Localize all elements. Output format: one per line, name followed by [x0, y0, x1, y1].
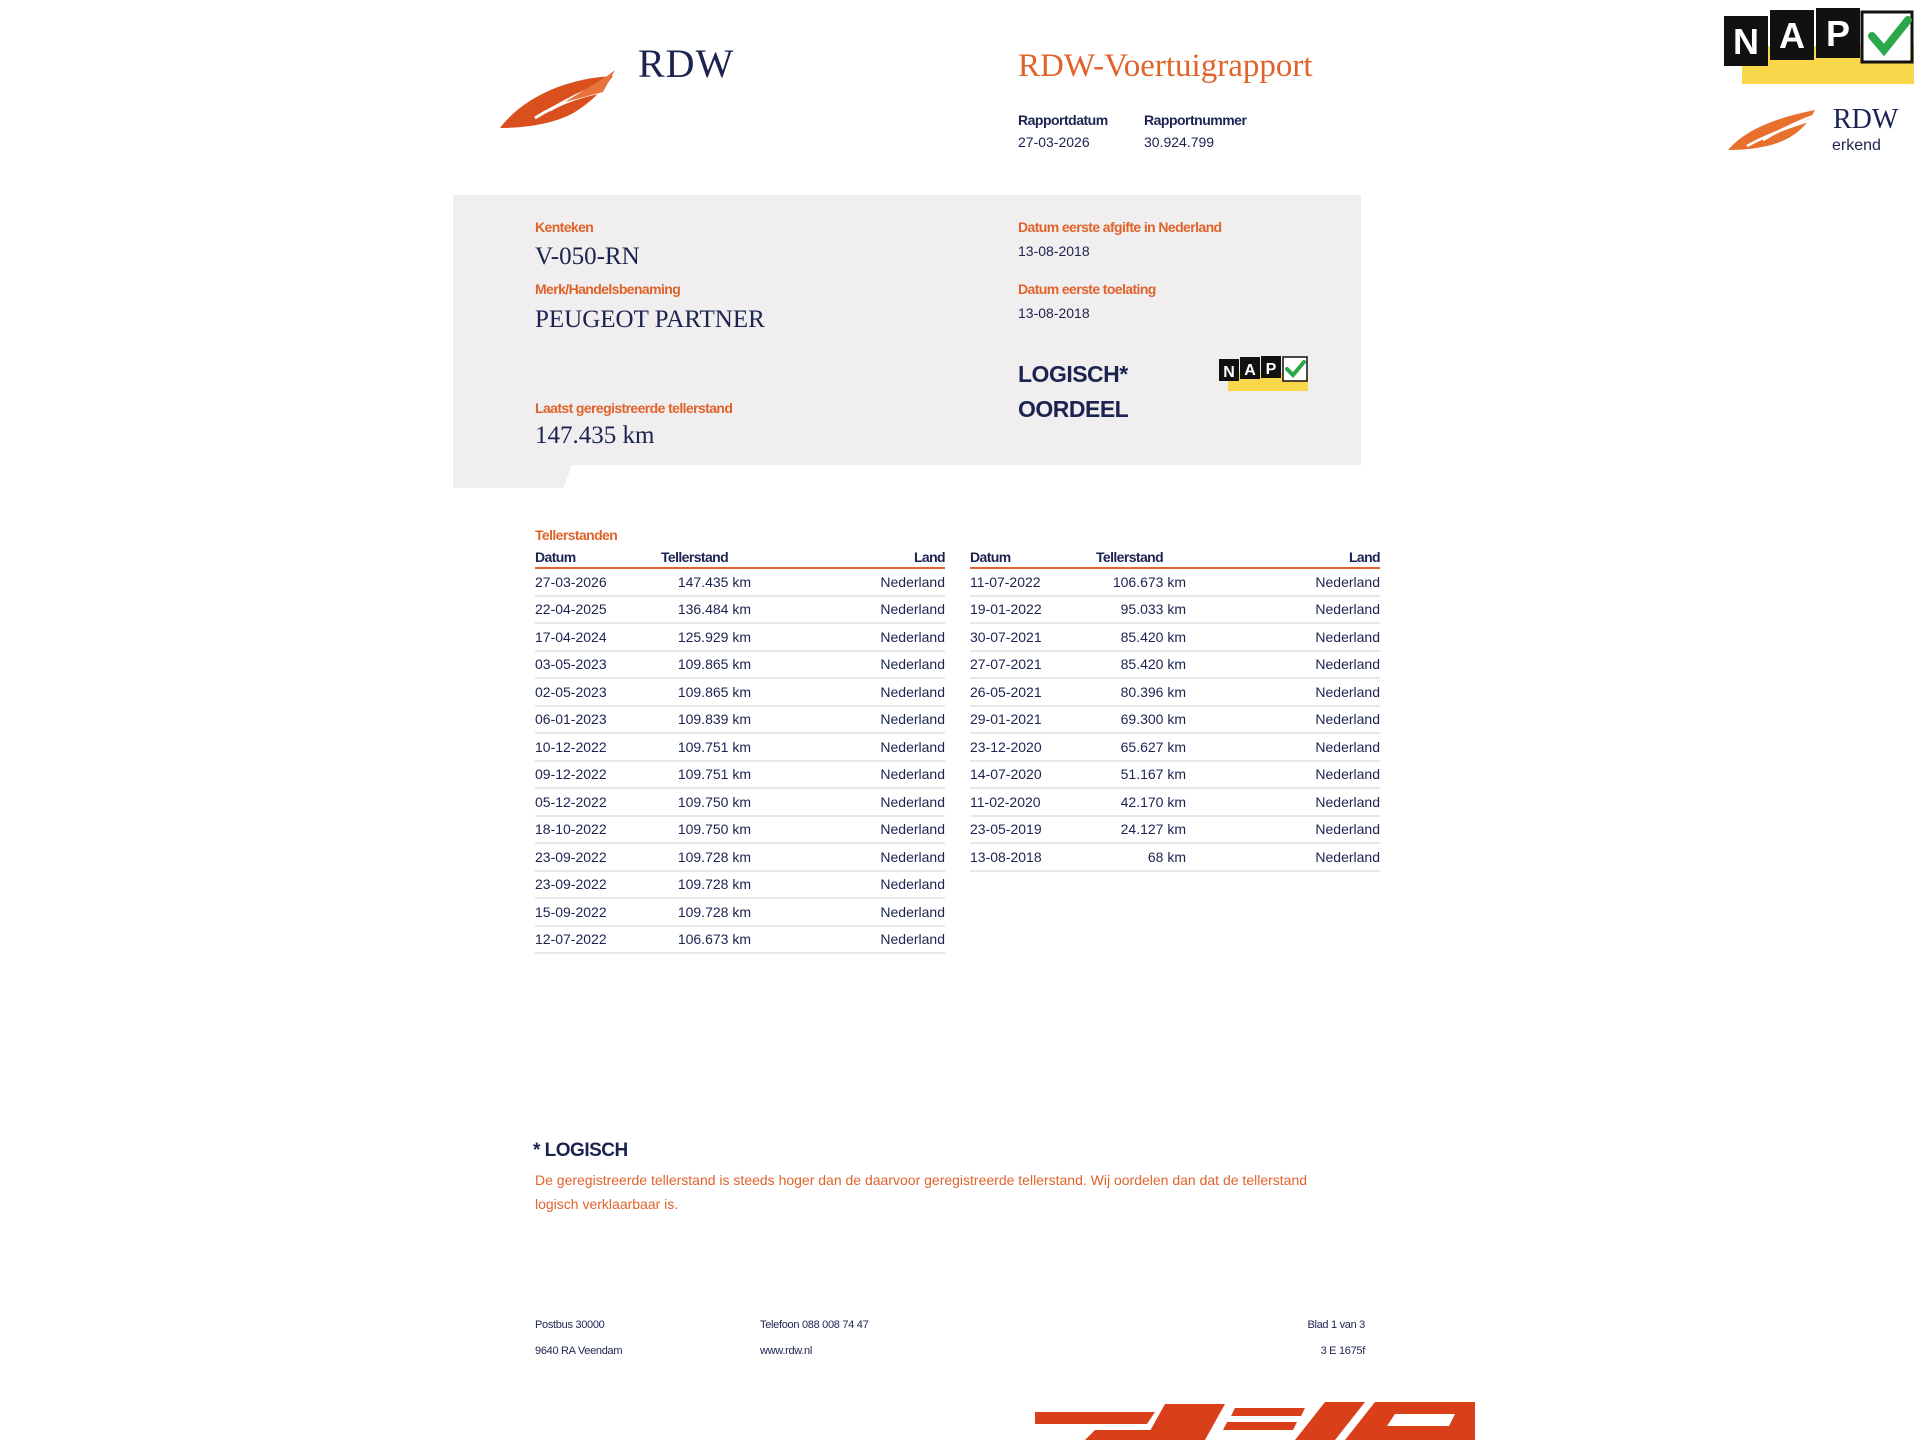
cell-tellerstand: 24.127 km [1120, 821, 1186, 838]
column-header-land: Land [1348, 549, 1380, 565]
cell-tellerstand: 106.673 km [677, 931, 751, 948]
cell-datum: 22-04-2025 [535, 601, 607, 618]
table-row [535, 652, 945, 680]
eerste-afgifte-value: 13-08-2018 [1018, 243, 1090, 259]
cell-datum: 30-07-2021 [970, 628, 1042, 645]
table-row [535, 734, 945, 762]
cell-land: Nederland [1315, 656, 1380, 673]
cell-land: Nederland [880, 656, 945, 673]
cell-datum: 13-08-2018 [970, 848, 1042, 865]
cell-datum: 18-10-2022 [535, 821, 607, 838]
cell-land: Nederland [1315, 848, 1380, 865]
summary-box-tail [453, 462, 573, 488]
cell-tellerstand: 109.750 km [677, 821, 751, 838]
table-body-right [970, 569, 1380, 872]
tellerstanden-table-left [535, 549, 945, 954]
cell-tellerstand: 109.865 km [677, 656, 751, 673]
eerste-toelating-value: 13-08-2018 [1018, 305, 1090, 321]
decorative-stripes-icon [1035, 1400, 1475, 1440]
cell-land: Nederland [1315, 738, 1380, 755]
footer-plaats: 9640 RA Veendam [535, 1345, 623, 1357]
table-row [970, 597, 1380, 625]
table-row [535, 872, 945, 900]
cell-tellerstand: 109.865 km [677, 683, 751, 700]
table-row [970, 789, 1380, 817]
cell-tellerstand: 109.750 km [677, 793, 751, 810]
kenteken-value: V-050-RN [535, 243, 640, 270]
cell-tellerstand: 85.420 km [1120, 656, 1186, 673]
cell-datum: 06-01-2023 [535, 711, 607, 728]
footnote-text: De geregistreerde tellerstand is steeds hoger dan de daarvoor geregistreerde tellerstand. Wij oordelen dan dat de tellerstand logisch verklaarbaar is. [535, 1172, 1308, 1212]
cell-datum: 26-05-2021 [970, 683, 1042, 700]
cell-tellerstand: 136.484 km [677, 601, 751, 618]
cell-datum: 27-03-2026 [535, 573, 607, 590]
rdw-erkend-text: RDW [1833, 104, 1899, 135]
cell-datum: 10-12-2022 [535, 738, 607, 755]
cell-datum: 19-01-2022 [970, 601, 1042, 618]
eerste-toelating-label: Datum eerste toelating [1018, 281, 1156, 297]
cell-land: Nederland [880, 931, 945, 948]
cell-land: Nederland [880, 821, 945, 838]
cell-datum: 17-04-2024 [535, 628, 607, 645]
eerste-afgifte-label: Datum eerste afgifte in Nederland [1018, 219, 1222, 235]
nap-small-letter-p: P [1265, 361, 1277, 378]
table-header [970, 549, 1380, 569]
footer-website: www.rdw.nl [760, 1345, 813, 1357]
cell-tellerstand: 69.300 km [1120, 711, 1186, 728]
oordeel-result: LOGISCH* [1018, 361, 1128, 387]
tellerstanden-table-right [970, 549, 1380, 872]
footer-document-code: 3 E 1675f [1320, 1345, 1365, 1357]
footer-telefoon: Telefoon 088 008 74 47 [760, 1319, 869, 1331]
cell-datum: 14-07-2020 [970, 766, 1042, 783]
cell-land: Nederland [1315, 601, 1380, 618]
rdw-erkend-subtext: erkend [1832, 137, 1881, 154]
cell-land: Nederland [1315, 821, 1380, 838]
merk-label: Merk/Handelsbenaming [535, 281, 681, 297]
cell-land: Nederland [880, 738, 945, 755]
tellerstanden-title: Tellerstanden [535, 527, 618, 543]
cell-datum: 29-01-2021 [970, 711, 1042, 728]
cell-datum: 23-09-2022 [535, 848, 607, 865]
cell-tellerstand: 68 km [1147, 848, 1186, 865]
cell-land: Nederland [1315, 683, 1380, 700]
cell-datum: 15-09-2022 [535, 903, 607, 920]
table-row [535, 789, 945, 817]
cell-land: Nederland [880, 601, 945, 618]
nap-small-badge-icon [1218, 355, 1310, 393]
cell-tellerstand: 85.420 km [1120, 628, 1186, 645]
cell-land: Nederland [880, 711, 945, 728]
cell-datum: 23-09-2022 [535, 876, 607, 893]
footer-page-number: Blad 1 van 3 [1307, 1319, 1365, 1331]
rapportnummer-label: Rapportnummer [1144, 112, 1247, 128]
table-row [535, 679, 945, 707]
table-row [970, 734, 1380, 762]
cell-land: Nederland [1315, 711, 1380, 728]
column-header-tellerstand: Tellerstand [1096, 549, 1164, 565]
table-row [535, 707, 945, 735]
oordeel-label: OORDEEL [1018, 396, 1129, 422]
table-row [970, 624, 1380, 652]
table-row [535, 762, 945, 790]
kenteken-label: Kenteken [535, 219, 594, 235]
column-header-tellerstand: Tellerstand [661, 549, 729, 565]
cell-tellerstand: 109.728 km [677, 903, 751, 920]
laatste-tellerstand-value: 147.435 km [535, 422, 655, 449]
footer-postbus: Postbus 30000 [535, 1319, 605, 1331]
merk-value: PEUGEOT PARTNER [535, 306, 765, 333]
cell-land: Nederland [880, 876, 945, 893]
table-row [970, 707, 1380, 735]
cell-datum: 11-02-2020 [970, 793, 1041, 810]
report-title: RDW-Voertuigrapport [1018, 48, 1313, 84]
nap-letter-a: A [1779, 15, 1805, 56]
table-row [535, 817, 945, 845]
table-body-left [535, 569, 945, 954]
cell-tellerstand: 125.929 km [677, 628, 751, 645]
table-row [535, 597, 945, 625]
table-row [970, 679, 1380, 707]
nap-badge-icon [1722, 8, 1916, 86]
table-row [535, 624, 945, 652]
rapportdatum-label: Rapportdatum [1018, 112, 1108, 128]
cell-tellerstand: 106.673 km [1112, 573, 1186, 590]
laatste-tellerstand-label: Laatst geregistreerde tellerstand [535, 400, 733, 416]
column-header-land: Land [913, 549, 945, 565]
table-header [535, 549, 945, 569]
cell-land: Nederland [880, 683, 945, 700]
cell-land: Nederland [1315, 793, 1380, 810]
cell-tellerstand: 95.033 km [1120, 601, 1186, 618]
cell-tellerstand: 51.167 km [1120, 766, 1186, 783]
cell-datum: 05-12-2022 [535, 793, 607, 810]
nap-small-letter-a: A [1244, 362, 1256, 379]
table-row [535, 569, 945, 597]
rdw-logo-text: RDW [638, 41, 735, 86]
cell-tellerstand: 109.751 km [677, 766, 751, 783]
cell-tellerstand: 42.170 km [1120, 793, 1186, 810]
cell-datum: 23-05-2019 [970, 821, 1042, 838]
cell-datum: 03-05-2023 [535, 656, 607, 673]
cell-land: Nederland [1315, 628, 1380, 645]
column-header-datum: Datum [970, 549, 1011, 565]
cell-tellerstand: 109.751 km [677, 738, 751, 755]
nap-letter-p: P [1825, 13, 1851, 54]
cell-tellerstand: 80.396 km [1120, 683, 1186, 700]
footnote-title: * LOGISCH [533, 1140, 628, 1161]
cell-land: Nederland [1315, 573, 1380, 590]
cell-tellerstand: 65.627 km [1120, 738, 1186, 755]
cell-land: Nederland [880, 848, 945, 865]
cell-land: Nederland [880, 793, 945, 810]
table-row [535, 844, 945, 872]
cell-land: Nederland [880, 573, 945, 590]
table-row [970, 652, 1380, 680]
table-row [970, 762, 1380, 790]
cell-datum: 09-12-2022 [535, 766, 607, 783]
cell-datum: 11-07-2022 [970, 573, 1041, 590]
column-header-datum: Datum [535, 549, 576, 565]
cell-land: Nederland [1315, 766, 1380, 783]
table-row [970, 844, 1380, 872]
cell-tellerstand: 109.728 km [677, 848, 751, 865]
cell-tellerstand: 109.728 km [677, 876, 751, 893]
table-row [970, 569, 1380, 597]
table-row [535, 899, 945, 927]
rapportnummer-value: 30.924.799 [1144, 134, 1215, 150]
cell-datum: 02-05-2023 [535, 683, 607, 700]
cell-tellerstand: 109.839 km [677, 711, 751, 728]
cell-land: Nederland [880, 628, 945, 645]
cell-datum: 23-12-2020 [970, 738, 1042, 755]
cell-tellerstand: 147.435 km [677, 573, 751, 590]
cell-land: Nederland [880, 766, 945, 783]
cell-datum: 27-07-2021 [970, 656, 1042, 673]
rapportdatum-value: 27-03-2026 [1018, 134, 1090, 150]
nap-letter-n: N [1733, 21, 1759, 62]
table-row [535, 927, 945, 955]
cell-datum: 12-07-2022 [535, 931, 607, 948]
nap-small-letter-n: N [1223, 364, 1235, 381]
cell-land: Nederland [880, 903, 945, 920]
table-row [970, 817, 1380, 845]
